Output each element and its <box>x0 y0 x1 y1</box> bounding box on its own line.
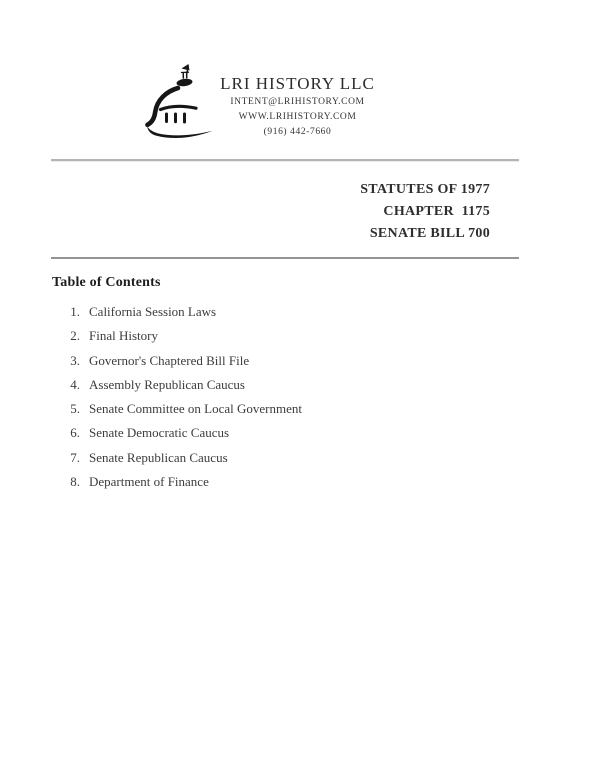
toc-item <box>0 352 600 376</box>
toc-list <box>0 303 600 497</box>
toc-item-label: Senate Democratic Caucus <box>89 425 230 441</box>
toc-item <box>0 473 600 497</box>
toc-item-number: 7. <box>70 449 80 465</box>
company-name: LRI HISTORY LLC <box>220 74 375 93</box>
toc-item-label: Final History <box>89 328 158 344</box>
toc-item-number: 8. <box>70 474 80 490</box>
statutes-line: STATUTES OF 1977 <box>360 182 490 197</box>
horizontal-rule-bottom <box>51 257 519 259</box>
toc-item <box>0 424 600 448</box>
company-website: WWW.LRIHISTORY.COM <box>238 112 357 122</box>
toc-item-number: 1. <box>70 304 80 319</box>
letterhead-text <box>180 73 415 140</box>
toc-item-number: 4. <box>70 376 80 392</box>
toc-item-label: Governor's Chaptered Bill File <box>89 352 250 368</box>
chapter-line: CHAPTER 1175 <box>383 204 490 219</box>
toc-item-number: 5. <box>70 401 80 417</box>
toc-item-number: 2. <box>70 328 80 344</box>
toc-item-label: California Session Laws <box>89 304 217 319</box>
toc-item-number: 3. <box>70 352 80 368</box>
toc-item <box>0 449 600 473</box>
toc-item-label: Department of Finance <box>89 474 209 490</box>
toc-item <box>0 303 600 327</box>
toc-item-number: 6. <box>70 425 80 441</box>
toc-item-label: Senate Republican Caucus <box>89 449 228 465</box>
company-phone: (916) 442-7660 <box>263 127 332 137</box>
horizontal-rule-top <box>51 159 519 162</box>
senate-bill-line: SENATE BILL 700 <box>369 226 490 241</box>
case-header <box>360 179 490 245</box>
toc-item <box>0 327 600 351</box>
company-email: INTENT@LRIHISTORY.COM <box>230 97 365 107</box>
toc-item-label: Senate Committee on Local Government <box>89 401 302 417</box>
toc-item-label: Assembly Republican Caucus <box>89 376 245 392</box>
toc-item <box>0 400 600 424</box>
toc-heading: Table of Contents <box>52 275 161 290</box>
toc-item <box>0 376 600 400</box>
